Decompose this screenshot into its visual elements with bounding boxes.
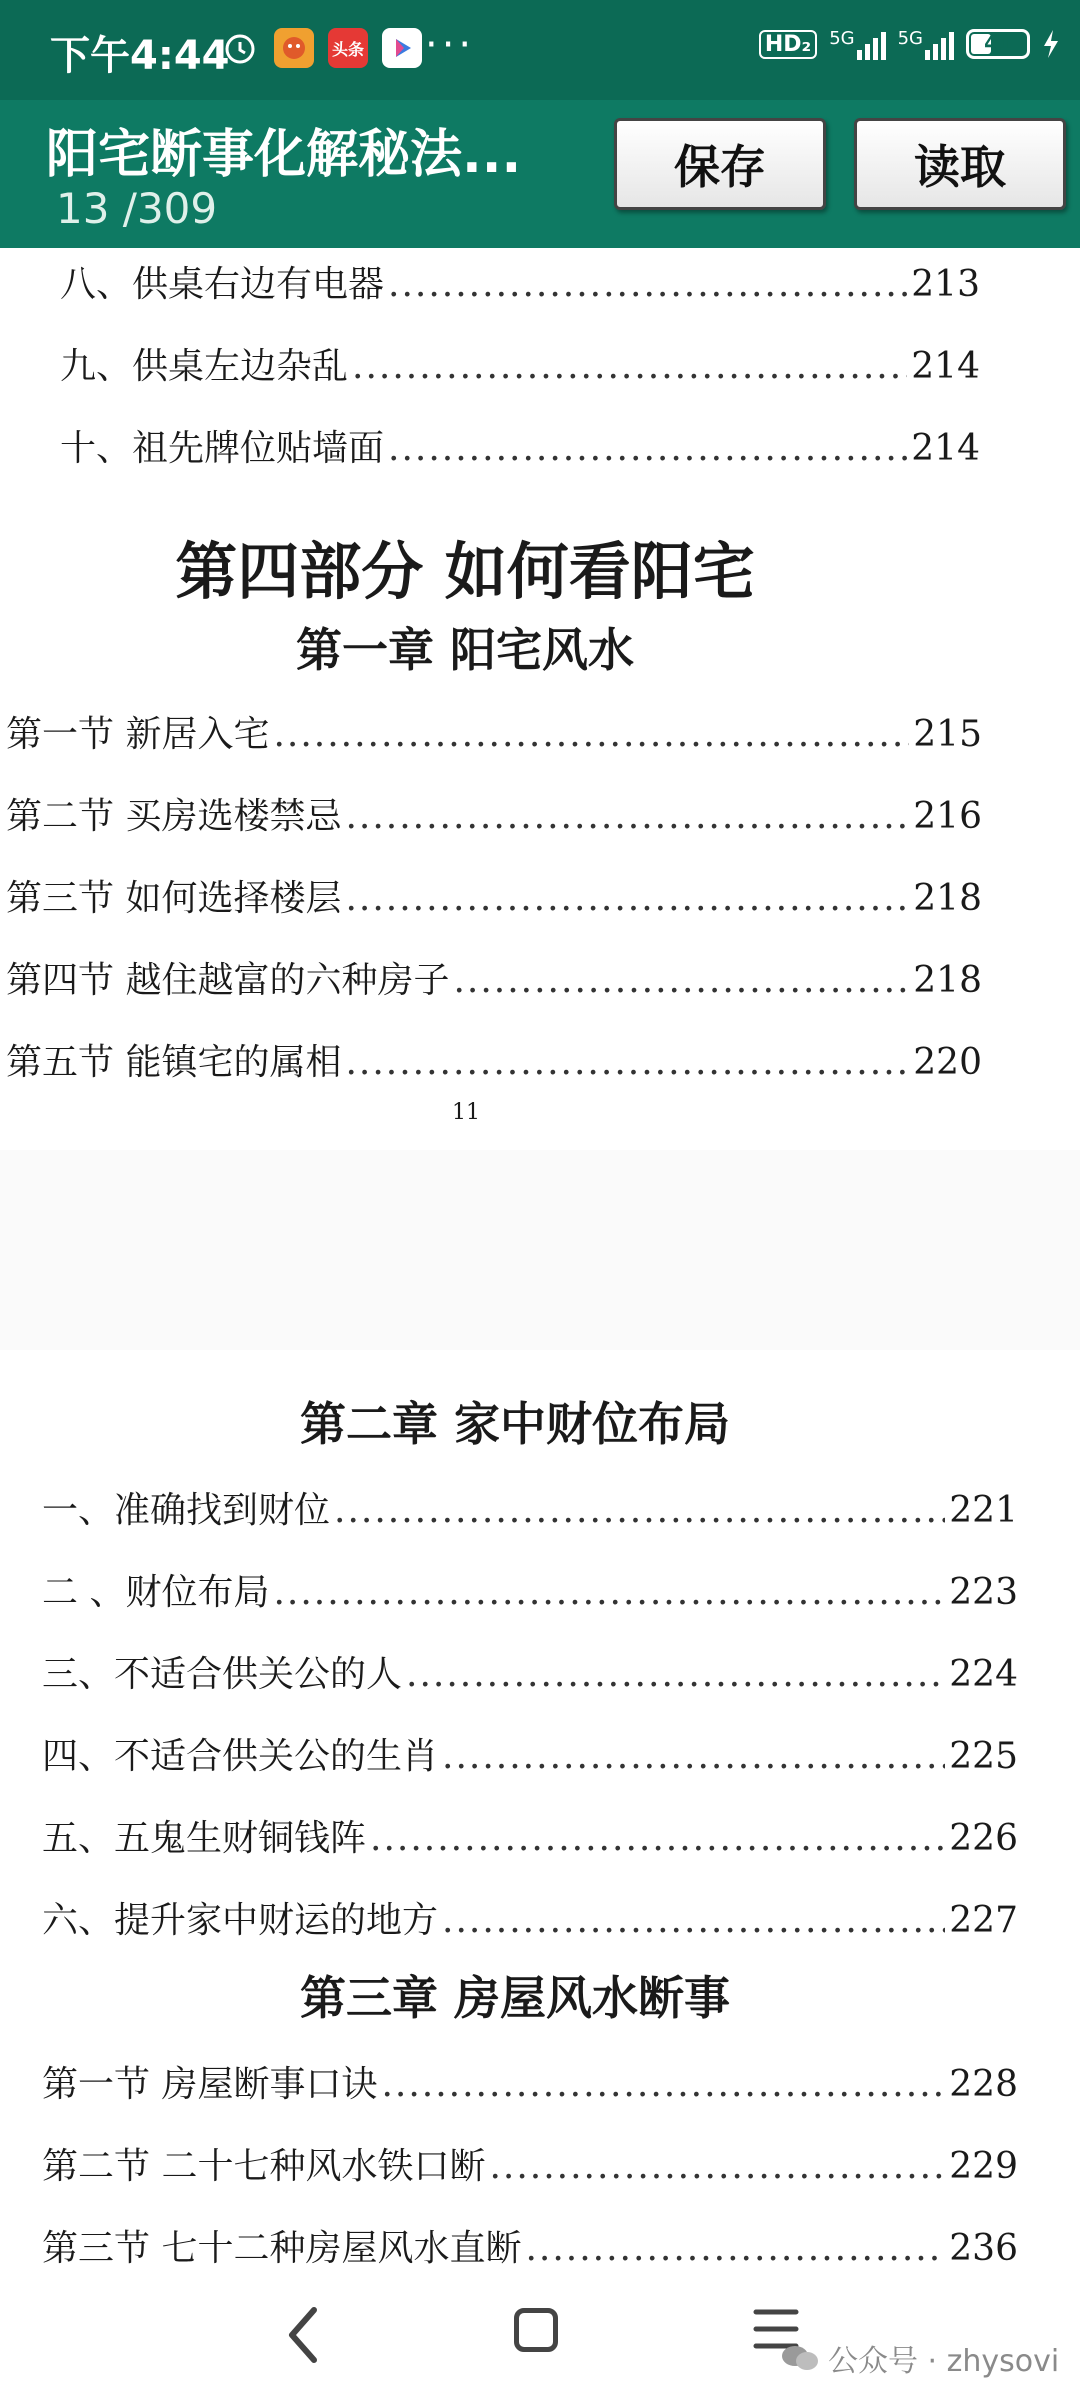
toutiao-app-icon: 头条 [328, 28, 368, 68]
signal-2 [898, 28, 954, 60]
chapter-title: 第二章 家中财位布局 [299, 1397, 730, 1451]
chapter-title: 第三章 房屋风水断事 [299, 1971, 730, 2025]
toc-entry: 第五节 能镇宅的属相 ..... 220 [6, 1034, 982, 1085]
document-title: 阳宅断事化解秘法... [46, 125, 522, 185]
hd-voice-icon: HD₂ [759, 30, 817, 59]
toc-entry: 第四节 越住越富的六种房子 ..... 218 [6, 952, 982, 1003]
toc-entry: 九、供桌左边杂乱 ..... 214 [60, 338, 980, 389]
toc-entry: 第二节 二十七种风水铁口断 ..... 229 [42, 2138, 1018, 2189]
battery-level: 41 [984, 31, 1012, 55]
toc-entry: 五、五鬼生财铜钱阵 ..... 226 [42, 1810, 1018, 1861]
save-button[interactable]: 保存 [614, 118, 826, 210]
home-icon[interactable] [514, 2308, 558, 2352]
part-title: 第四部分 如何看阳宅 [175, 535, 755, 608]
wechat-icon [780, 2344, 820, 2372]
watermark-text: 公众号 · zhysovi [828, 2344, 1060, 2379]
toc-entry: 三、不适合供关公的人 ..... 224 [42, 1646, 1018, 1697]
toc-entry: 一、准确找到财位 ..... 221 [42, 1482, 1018, 1533]
signal-strength-icon-2 [925, 28, 954, 60]
toc-entry: 二 、财位布局 ..... 223 [42, 1564, 1018, 1615]
signal-1 [829, 28, 885, 60]
video-app-icon [382, 28, 422, 68]
toc-entry: 八、供桌右边有电器 ..... 213 [60, 256, 980, 307]
toc-entry: 第三节 如何选择楼层 ..... 218 [6, 870, 982, 921]
toc-entry: 第一节 新居入宅 ..... 215 [6, 706, 982, 757]
load-button[interactable]: 读取 [854, 118, 1066, 210]
page-indicator: 13 /309 [56, 184, 218, 233]
toc-entry: 第三节 七十二种房屋风水直断 ..... 236 [42, 2220, 1018, 2271]
back-icon[interactable] [278, 2300, 328, 2370]
charging-icon [1042, 29, 1060, 59]
game-app-icon [274, 28, 314, 68]
network-type-1: 5G [829, 28, 855, 49]
toc-entry: 第二节 买房选楼禁忌 ..... 216 [6, 788, 982, 839]
toc-entry: 第一节 房屋断事口诀 ..... 228 [42, 2056, 1018, 2107]
page-number: 11 [452, 1100, 480, 1125]
toc-entry: 四、不适合供关公的生肖 ..... 225 [42, 1728, 1018, 1779]
page-break [0, 1150, 1080, 1350]
more-notifications-icon: ··· [425, 22, 476, 68]
network-type-2: 5G [897, 28, 923, 49]
signal-strength-icon [857, 28, 886, 60]
chapter-title: 第一章 阳宅风水 [295, 623, 634, 677]
status-bar [0, 0, 1080, 100]
alarm-icon [220, 28, 260, 68]
toc-entry: 十、祖先牌位贴墙面 ..... 214 [60, 420, 980, 471]
clock: 下午4:44 [50, 33, 230, 79]
battery-icon [966, 29, 1030, 59]
toc-entry: 六、提升家中财运的地方 ..... 227 [42, 1892, 1018, 1943]
watermark [780, 2336, 1059, 2380]
app-toolbar [0, 100, 1080, 248]
